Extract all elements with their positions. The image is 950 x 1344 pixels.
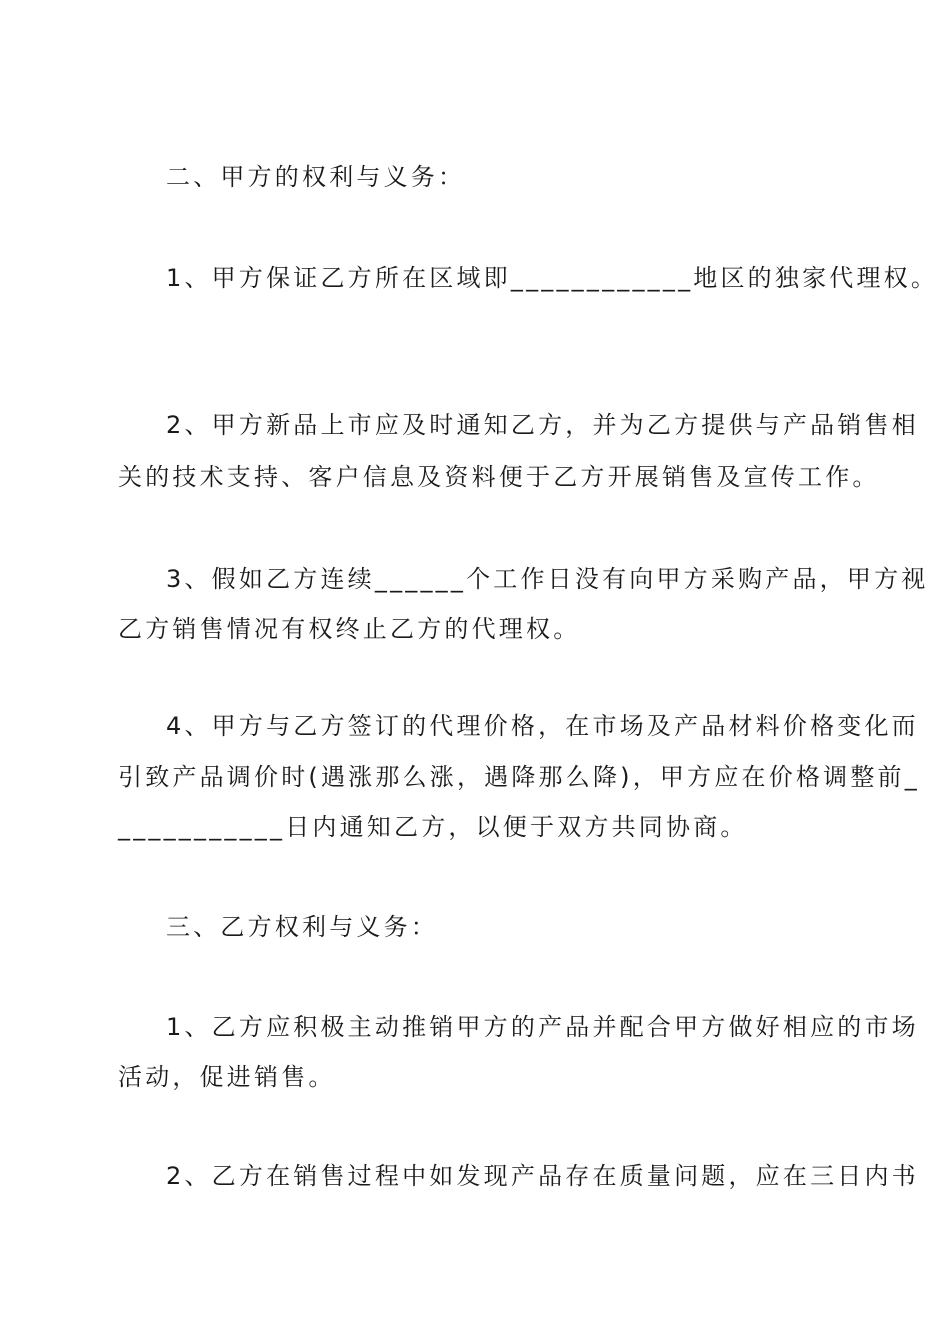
section-heading-party-a: 二、甲方的权利与义务： [166, 163, 466, 191]
paragraph-line: 引致产品调价时(遇涨那么涨，遇降那么降)，甲方应在价格调整前_ [118, 763, 920, 791]
paragraph-line: 2、甲方新品上市应及时通知乙方，并为乙方提供与产品销售相 [166, 411, 919, 439]
paragraph-line: 关的技术支持、客户信息及资料便于乙方开展销售及宣传工作。 [118, 463, 880, 491]
section-heading-party-b: 三、乙方权利与义务： [166, 913, 438, 941]
paragraph-line: 活动，促进销售。 [118, 1063, 336, 1091]
paragraph-line: 1、甲方保证乙方所在区域即____________地区的独家代理权。 [166, 264, 939, 292]
paragraph-line: 4、甲方与乙方签订的代理价格，在市场及产品材料价格变化而 [166, 712, 919, 740]
paragraph-line: 乙方销售情况有权终止乙方的代理权。 [118, 615, 581, 643]
paragraph-line: 3、假如乙方连续______个工作日没有向甲方采购产品，甲方视 [166, 565, 929, 593]
paragraph-line: 2、乙方在销售过程中如发现产品存在质量问题，应在三日内书 [166, 1162, 919, 1190]
paragraph-line: 1、乙方应积极主动推销甲方的产品并配合甲方做好相应的市场 [166, 1013, 919, 1041]
paragraph-line: ___________日内通知乙方，以便于双方共同协商。 [118, 813, 748, 841]
